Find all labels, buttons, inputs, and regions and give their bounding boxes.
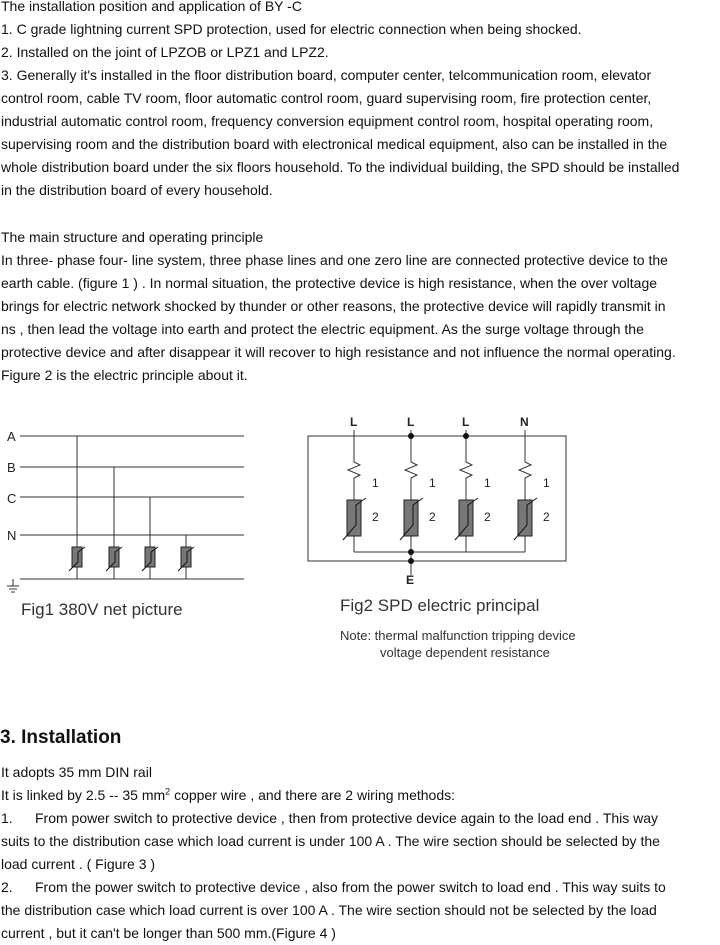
fig1-varistor (142, 547, 158, 571)
fig1-varistor (106, 547, 122, 571)
fig2-num-1: 1 (484, 476, 491, 490)
fig1-caption: Fig1 380V net picture (21, 600, 183, 619)
method-2-first (1, 876, 666, 899)
installation-wire (1, 784, 455, 807)
installation-heading: 3. Installation (0, 727, 122, 748)
fig1-label-n: N (7, 528, 17, 543)
method-1-line: load current . ( Figure 3 ) (1, 856, 156, 872)
fig2-varistor (400, 498, 423, 540)
fig2-note-2: voltage dependent resistance (380, 645, 550, 660)
intro-item-3-line: industrial automatic control room, frequency conversion equipment control room, hospital operating room, (1, 113, 654, 129)
fig1-diagram (0, 415, 260, 630)
intro-item-3-line: 3. Generally it's installed in the floor distribution board, computer center, telcommunication room, elevator (1, 67, 652, 83)
fig2-num-2: 2 (543, 510, 550, 524)
method-2-text: From the power switch to protective device , also from the power switch to load end . This way suits to (35, 879, 666, 895)
structure-line: Figure 2 is the electric principle about it. (1, 367, 248, 383)
method-2-number: 2. (1, 879, 13, 895)
intro-item-3-line: control room, cable TV room, floor automatic control room, guard supervising room, fire protection center, (1, 90, 652, 106)
fig2-diagram (300, 410, 580, 590)
structure-line: In three- phase four- line system, three phase lines and one zero line are connected protective device to the (1, 252, 668, 268)
method-2-line: the distribution case which load current is over 100 A . The wire section should not be selected by the load (1, 902, 657, 918)
fig2-label-earth: E (406, 573, 415, 587)
method-1-text: From power switch to protective device , then from protective device again to the load end . This way (35, 810, 659, 826)
structure-heading: The main structure and operating principle (1, 229, 264, 245)
fig2-label-l1: L (350, 415, 358, 429)
structure-line: protective device and after disappear it will recover to high resistance and not influence the normal operating. (1, 344, 676, 360)
fig1-label-c: C (7, 491, 17, 506)
fig2-num-2: 2 (484, 510, 491, 524)
fig1-varistor (69, 547, 85, 571)
method-1-line: suits to the distribution case which load current is under 100 A . The wire section should be selected by the (1, 833, 660, 849)
fig1-label-b: B (7, 460, 16, 475)
fig2-num-1: 1 (429, 476, 436, 490)
method-1-first (1, 807, 658, 830)
installation-rail: It adopts 35 mm DIN rail (1, 764, 152, 780)
fig2-varistor (455, 498, 478, 540)
fig2-num-2: 2 (429, 510, 436, 524)
structure-line: earth cable. (figure 1 ) . In normal situation, the protective device is high resistance, when the over voltage (1, 275, 658, 291)
fig2-label-l3: L (462, 415, 470, 429)
wire-superscript: 2 (165, 786, 171, 797)
intro-item-1: 1. C grade lightning current SPD protection, used for electric connection when being shocked. (1, 21, 582, 37)
method-1-number: 1. (1, 810, 13, 826)
intro-item-3-line: whole distribution board under the six floors household. To the individual building, the SPD should be installed (1, 159, 680, 175)
structure-line: ns , then lead the voltage into earth and protect the electric equipment. As the surge voltage through the (1, 321, 644, 337)
fig2-label-l2: L (407, 415, 415, 429)
intro-item-3-line: supervising room and the distribution board with electronical medical equipment, also can be installed in the (1, 136, 668, 152)
structure-line: brings for electric network shocked by thunder or other reasons, the protective device will rapidly transmit in (1, 298, 666, 314)
fig2-num-2: 2 (372, 510, 379, 524)
fig2-num-1: 1 (372, 476, 379, 490)
fig2-caption: Fig2 SPD electric principal (340, 596, 540, 615)
fig2-varistor (514, 498, 537, 540)
fig1-label-a: A (7, 429, 16, 444)
fig2-num-1: 1 (543, 476, 550, 490)
fig2-label-n: N (520, 415, 529, 429)
fig1-varistor (178, 547, 194, 571)
wire-text-post: copper wire , and there are 2 wiring methods: (170, 787, 455, 803)
wire-text-pre: It is linked by 2.5 -- 35 mm (1, 787, 166, 803)
intro-item-2: 2. Installed on the joint of LPZOB or LPZ1 and LPZ2. (1, 44, 329, 60)
method-2-line: current , but it can't be longer than 500 mm.(Figure 4 ) (1, 925, 336, 941)
intro-item-3-line: in the distribution board of every household. (1, 182, 273, 198)
intro-heading: The installation position and application of BY -C (1, 0, 302, 14)
fig2-note-1: Note: thermal malfunction tripping device (340, 628, 576, 643)
fig2-varistor (343, 498, 366, 540)
